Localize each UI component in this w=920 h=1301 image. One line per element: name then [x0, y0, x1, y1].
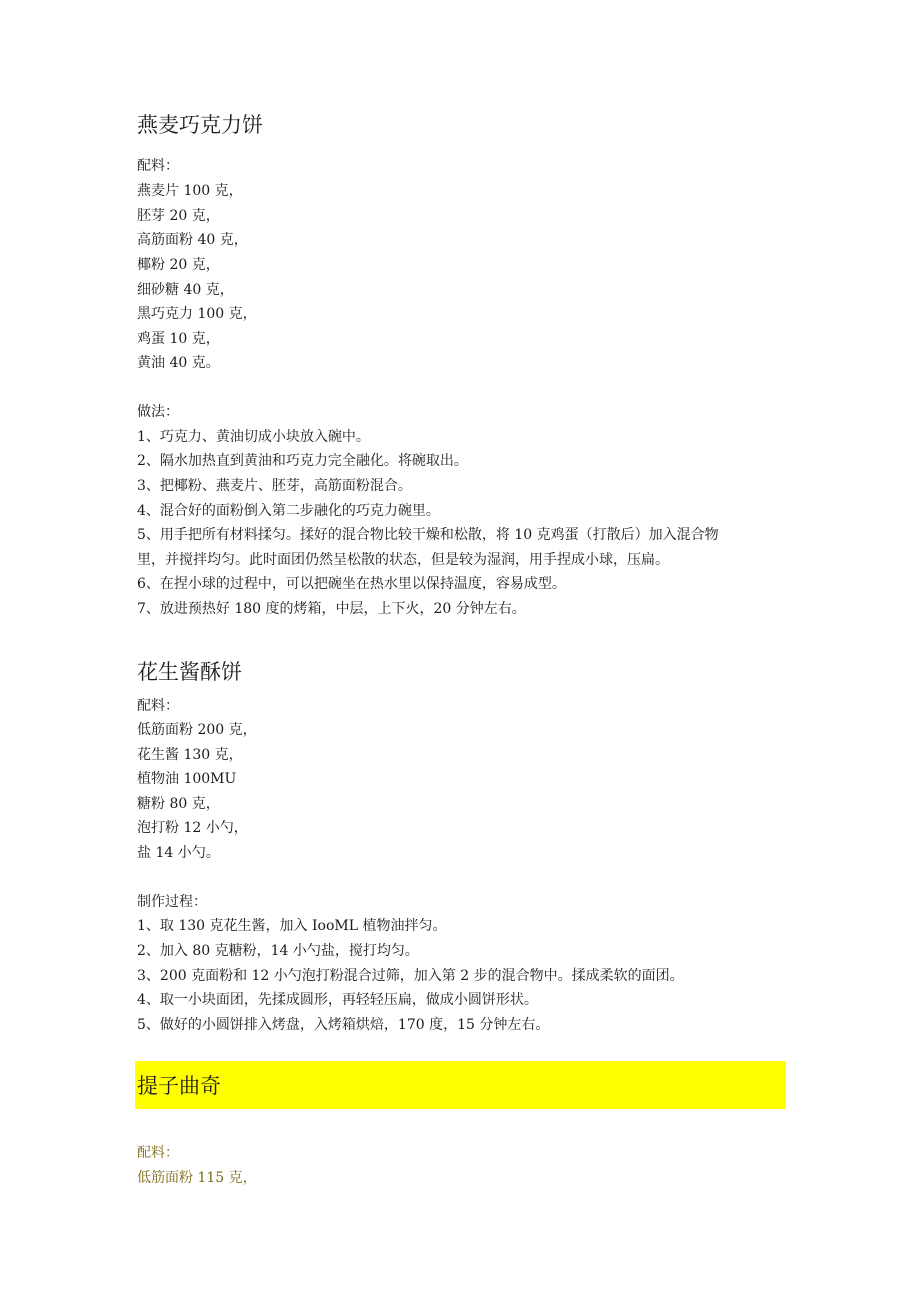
- ingredient-line: 糖粉 80 克，: [137, 796, 220, 812]
- recipe3-ingredients-label: 配料：: [137, 1145, 179, 1161]
- step-line: 3、200 克面粉和 12 小勺泡打粉混合过筛，加入第 2 步的混合物中。揉成柔软的面团。: [137, 968, 684, 984]
- recipe2-ingredients-label: 配料：: [137, 698, 179, 714]
- recipe1-title: 燕麦巧克力饼: [137, 113, 263, 137]
- step-line: 1、取 130 克花生酱，加入 IooML 植物油拌匀。: [137, 918, 447, 934]
- step-line: 5、做好的小圆饼排入烤盘，入烤箱烘焙，170 度，15 分钟左右。: [137, 1017, 550, 1033]
- recipe2-title: 花生酱酥饼: [137, 660, 242, 684]
- ingredient-line: 黑巧克力 100 克，: [137, 306, 257, 322]
- step-line: 里，并搅拌均匀。此时面团仍然呈松散的状态，但是较为湿润，用手捏成小球，压扁。: [137, 552, 669, 568]
- ingredient-line: 细砂糖 40 克，: [137, 282, 234, 298]
- ingredient-line: 胚芽 20 克，: [137, 208, 220, 224]
- step-line: 4、混合好的面粉倒入第二步融化的巧克力碗里。: [137, 503, 440, 519]
- step-line: 2、加入 80 克糖粉，14 小勺盐，搅打均匀。: [137, 943, 419, 959]
- recipe1-ingredients-label: 配料：: [137, 158, 179, 174]
- step-line: 7、放进预热好 180 度的烤箱，中层，上下火，20 分钟左右。: [137, 601, 526, 617]
- step-line: 5、用手把所有材料揉匀。揉好的混合物比较干燥和松散，将 10 克鸡蛋（打散后）加入混合物: [137, 527, 719, 543]
- title-highlight: [135, 1061, 786, 1109]
- step-line: 1、巧克力、黄油切成小块放入碗中。: [137, 429, 370, 445]
- ingredient-line: 泡打粉 12 小勺，: [137, 820, 248, 836]
- ingredient-line: 椰粉 20 克，: [137, 257, 220, 273]
- ingredient-line: 燕麦片 100 克，: [137, 183, 243, 199]
- ingredient-line: 鸡蛋 10 克，: [137, 331, 220, 347]
- step-line: 2、隔水加热直到黄油和巧克力完全融化。将碗取出。: [137, 453, 468, 469]
- step-line: 3、把椰粉、燕麦片、胚芽，高筋面粉混合。: [137, 478, 412, 494]
- ingredient-line: 植物油 100MU: [137, 771, 237, 787]
- recipe3-title: 提子曲奇: [137, 1074, 221, 1098]
- step-line: 4、取一小块面团，先揉成圆形，再轻轻压扁，做成小圆饼形状。: [137, 992, 538, 1008]
- ingredient-line: 低筋面粉 115 克，: [137, 1170, 257, 1186]
- ingredient-line: 盐 14 小勺。: [137, 845, 220, 861]
- recipe2-method-label: 制作过程：: [137, 894, 207, 910]
- step-line: 6、在捏小球的过程中，可以把碗坐在热水里以保持温度，容易成型。: [137, 576, 566, 592]
- ingredient-line: 低筋面粉 200 克，: [137, 722, 257, 738]
- recipe1-method-label: 做法：: [137, 404, 179, 420]
- ingredient-line: 花生酱 130 克，: [137, 747, 243, 763]
- ingredient-line: 高筋面粉 40 克，: [137, 232, 248, 248]
- ingredient-line: 黄油 40 克。: [137, 355, 220, 371]
